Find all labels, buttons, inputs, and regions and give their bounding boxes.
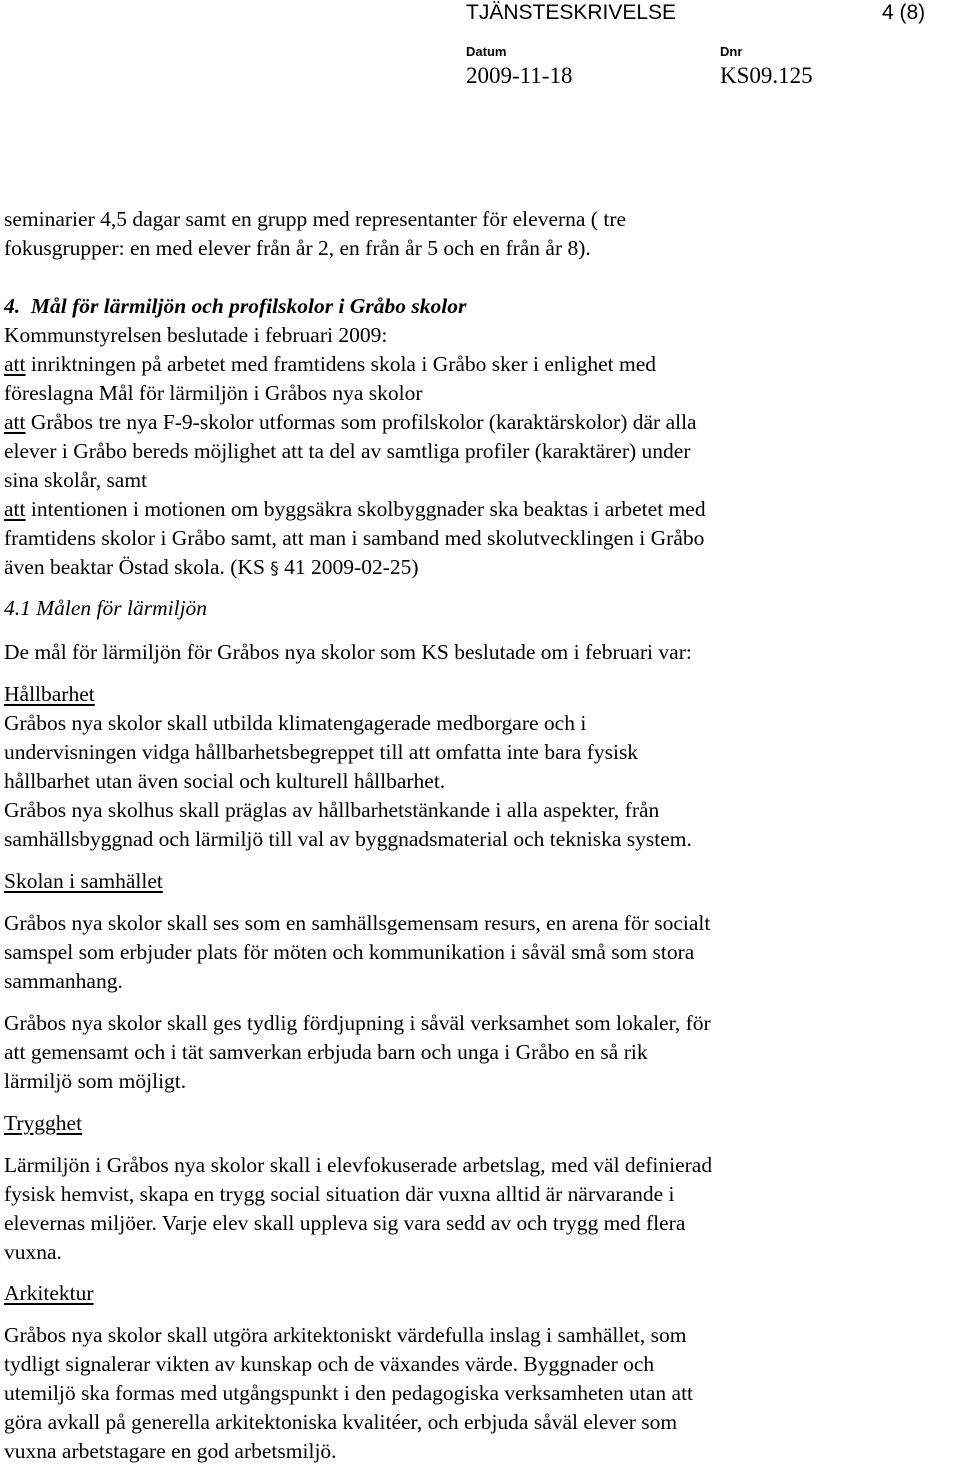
decision-text: Gråbos tre nya F-9-skolor utformas som profilskolor (karaktärskolor) där alla <box>25 410 697 434</box>
trygghet-line: elevernas miljöer. Varje elev skall uppleva sig vara sedd av och trygg med flera <box>4 1211 686 1235</box>
trygghet-line: vuxna. <box>4 1240 62 1264</box>
decision-line <box>4 553 419 584</box>
hallbarhet-line: hållbarhet utan även social och kulturell hållbarhet. <box>4 769 446 793</box>
dnr-value: KS09.125 <box>720 63 813 88</box>
section-4-1-lead: De mål för lärmiljön för Gråbos nya skolor som KS beslutade om i februari var: <box>4 640 692 664</box>
date-value: 2009-11-18 <box>466 63 573 88</box>
decision-line: elever i Gråbo bereds möjlighet att ta del av samtliga profiler (karaktärer) under <box>4 439 691 463</box>
section-number: 4. <box>4 294 21 318</box>
skolan-line: att gemensamt och i tät samverkan erbjuda barn och unga i Gråbo en så rik <box>4 1040 648 1064</box>
skolan-line: samspel som erbjuder plats för möten och kommunikation i såväl små som stora <box>4 940 695 964</box>
arkitektur-line: utemiljö ska formas med utgångspunkt i den pedagogiska verksamheten utan att <box>4 1381 694 1405</box>
decision-line: framtidens skolor i Gråbo samt, att man i samband med skolutvecklingen i Gråbo <box>4 526 705 550</box>
decision-text: även beaktar Östad skola. (KS <box>4 555 271 579</box>
intro-line: seminarier 4,5 dagar samt en grupp med representanter för eleverna ( tre <box>4 207 627 231</box>
decision-line: sina skolår, samt <box>4 468 148 492</box>
hallbarhet-line: samhällsbyggnad och lärmiljö till val av byggnadsmaterial och tekniska system. <box>4 827 692 851</box>
hallbarhet-line: Gråbos nya skolor skall utbilda klimatengagerade medborgare och i <box>4 711 587 735</box>
date-label: Datum <box>466 44 507 59</box>
paragraph-sign: § <box>270 559 279 579</box>
decision-line <box>4 408 697 437</box>
dnr-label: Dnr <box>720 44 743 59</box>
decision-reference: 41 2009-02-25) <box>278 555 419 579</box>
section-4-1-heading: 4.1 Målen för lärmiljön <box>4 596 208 620</box>
decision-text: inriktningen på arbetet med framtidens skola i Gråbo sker i enlighet med <box>25 352 656 376</box>
hallbarhet-line: Gråbos nya skolhus skall präglas av hållbarhetstänkande i alla aspekter, från <box>4 798 660 822</box>
section-4-heading <box>4 292 466 321</box>
arkitektur-line: tydligt signalerar vikten av kunskap och de växandes värde. Byggnader och <box>4 1352 655 1376</box>
att-keyword: att <box>4 497 26 521</box>
arkitektur-line: vuxna arbetstagare en god arbetsmiljö. <box>4 1439 337 1463</box>
section-4-lead: Kommunstyrelsen beslutade i februari 2009: <box>4 323 388 347</box>
att-keyword: att <box>4 410 26 434</box>
decision-line <box>4 350 656 379</box>
arkitektur-line: Gråbos nya skolor skall utgöra arkitektoniskt värdefulla inslag i samhället, som <box>4 1323 687 1347</box>
skolan-line: Gråbos nya skolor skall ses som en samhällsgemensam resurs, en arena för socialt <box>4 911 711 935</box>
intro-line: fokusgrupper: en med elever från år 2, en från år 5 och en från år 8). <box>4 236 591 260</box>
arkitektur-line: göra avkall på generella arkitektoniska kvalitéer, och erbjuda såväl elever som <box>4 1410 678 1434</box>
skolan-line: lärmiljö som möjligt. <box>4 1069 187 1093</box>
hallbarhet-heading: Hållbarhet <box>4 682 95 706</box>
section-title: Mål för lärmiljön och profilskolor i Gråbo skolor <box>30 294 467 318</box>
skolan-line: sammanhang. <box>4 969 123 993</box>
skolan-line: Gråbos nya skolor skall ges tydlig fördjupning i såväl verksamhet som lokaler, för <box>4 1011 711 1035</box>
arkitektur-heading: Arkitektur <box>4 1281 94 1305</box>
trygghet-line: fysisk hemvist, skapa en trygg social situation där vuxna alltid är närvarande i <box>4 1182 675 1206</box>
att-keyword: att <box>4 352 26 376</box>
skolan-heading: Skolan i samhället <box>4 869 163 893</box>
trygghet-heading: Trygghet <box>4 1111 83 1135</box>
decision-line: föreslagna Mål för lärmiljön i Gråbos nya skolor <box>4 381 423 405</box>
hallbarhet-line: undervisningen vidga hållbarhetsbegreppet till att omfatta inte bara fysisk <box>4 740 639 764</box>
document-type-title: TJÄNSTESKRIVELSE <box>466 1 677 24</box>
decision-line <box>4 495 706 524</box>
decision-text: intentionen i motionen om byggsäkra skolbyggnader ska beaktas i arbetet med <box>25 497 706 521</box>
page-number: 4 (8) <box>882 1 926 24</box>
trygghet-line: Lärmiljön i Gråbos nya skolor skall i elevfokuserade arbetslag, med väl definierad <box>4 1153 713 1177</box>
